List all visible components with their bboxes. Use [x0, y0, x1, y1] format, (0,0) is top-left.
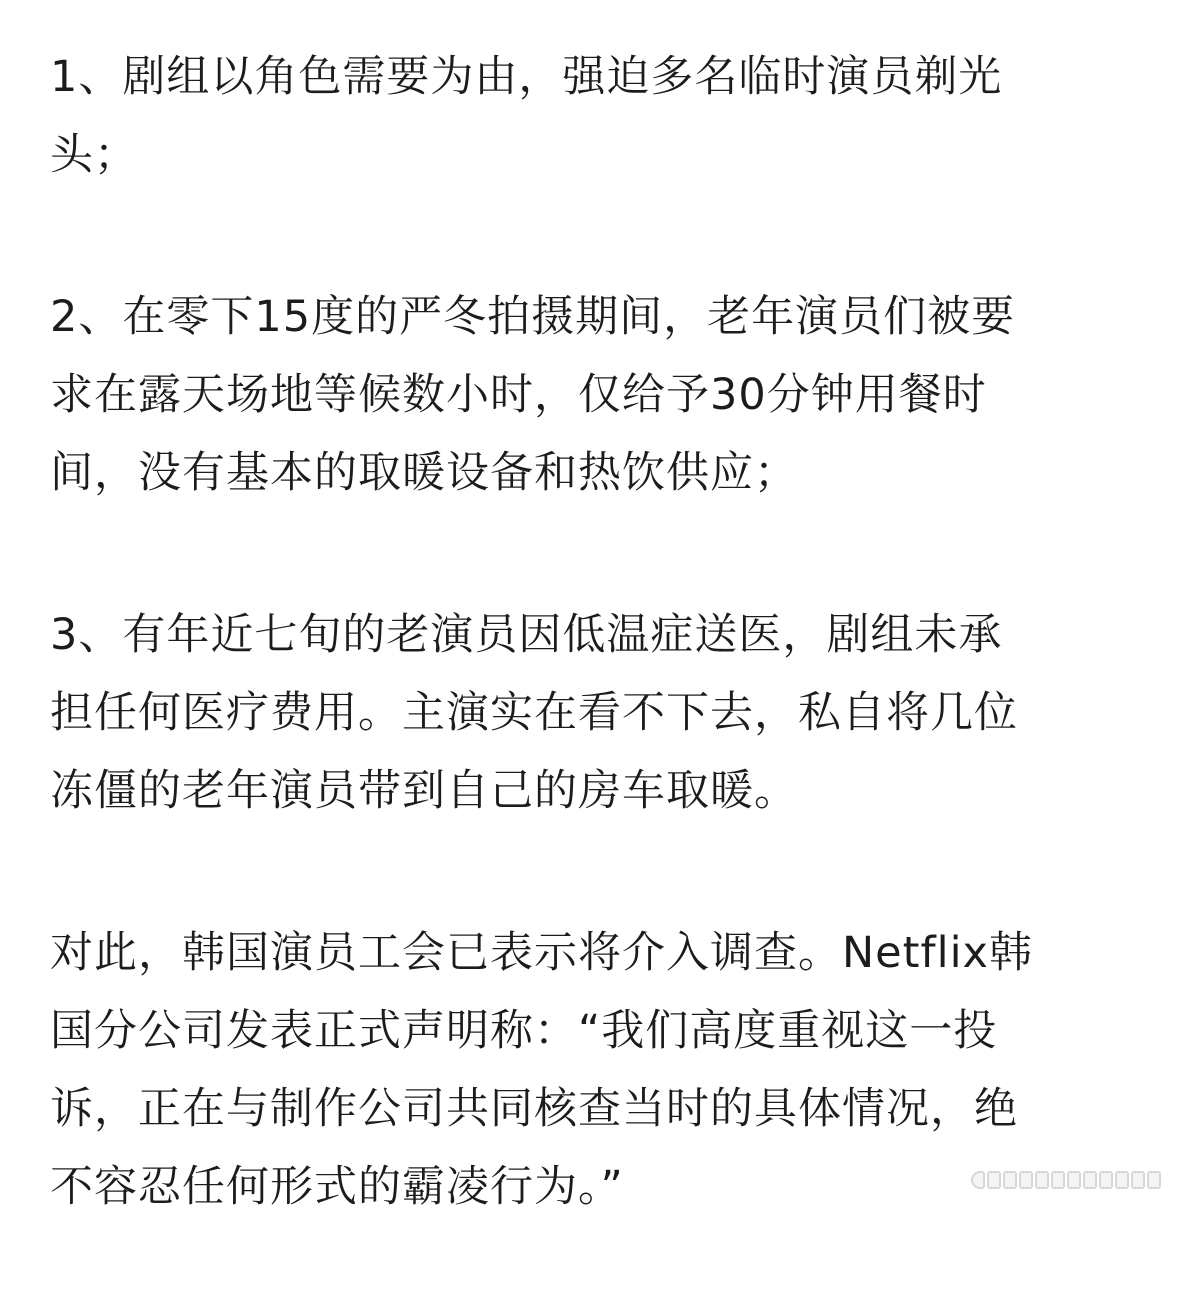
- paragraph-4: [50, 914, 1130, 1226]
- watermark-mark-icon: [1099, 1171, 1113, 1189]
- text-line: 对此，韩国演员工会已表示将介入调查。Netflix韩: [50, 928, 1033, 978]
- watermark-mark-icon: [1147, 1171, 1161, 1189]
- watermark-logo-icon: [971, 1167, 1171, 1193]
- watermark-mark-icon: [1083, 1171, 1097, 1189]
- text-line: 冻僵的老年演员带到自己的房车取暖。: [50, 766, 798, 816]
- watermark-mark-icon: [1035, 1171, 1049, 1189]
- watermark-mark-icon: [1131, 1171, 1145, 1189]
- text-line: 1、剧组以角色需要为由，强迫多名临时演员剃光: [50, 52, 1003, 102]
- article-body: [50, 38, 1130, 1310]
- paragraph-3: [50, 596, 1130, 830]
- text-line: 担任何医疗费用。主演实在看不下去，私自将几位: [50, 688, 1018, 738]
- text-line: 国分公司发表正式声明称：“我们高度重视这一投: [50, 1006, 998, 1056]
- text-line: 2、在零下15度的严冬拍摄期间，老年演员们被要: [50, 292, 1016, 342]
- text-line: 间，没有基本的取暖设备和热饮供应；: [50, 448, 798, 498]
- watermark-mark-icon: [971, 1171, 985, 1189]
- text-line: 头；: [50, 130, 138, 180]
- text-line: 不容忍任何形式的霸凌行为。”: [50, 1162, 624, 1212]
- text-line: 诉，正在与制作公司共同核查当时的具体情况，绝: [50, 1084, 1018, 1134]
- watermark-mark-icon: [1003, 1171, 1017, 1189]
- watermark-mark-icon: [1115, 1171, 1129, 1189]
- paragraph-2: [50, 278, 1130, 512]
- watermark-mark-icon: [1067, 1171, 1081, 1189]
- watermark-mark-icon: [987, 1171, 1001, 1189]
- text-line: 3、有年近七旬的老演员因低温症送医，剧组未承: [50, 610, 1003, 660]
- paragraph-1: [50, 38, 1130, 194]
- text-line: 求在露天场地等候数小时，仅给予30分钟用餐时: [50, 370, 987, 420]
- watermark-mark-icon: [1051, 1171, 1065, 1189]
- watermark-mark-icon: [1019, 1171, 1033, 1189]
